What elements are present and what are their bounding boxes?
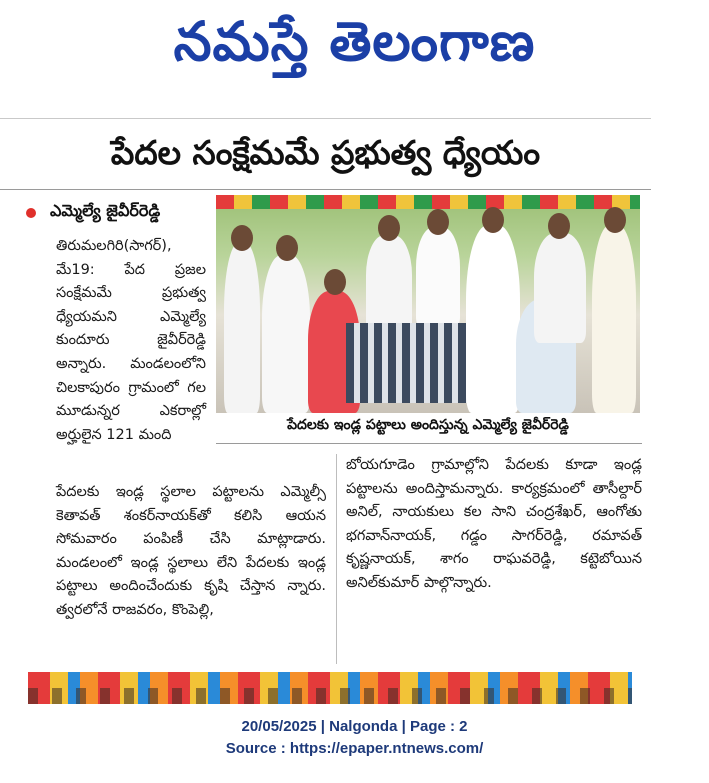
article-column-3: బోయగూడెం గ్రామాల్లోని పేదలకు కూడా ఇండ్ల పట్టాలను అందిస్తామన్నారు. కార్యక్రమంలో తాసీల్దార్ అనిల్, నాయకులు కల సాని చంద్రశేఖర్, ఆంగోతు భగవాన్‌నాయక్, గడ్డం సాగర్‌రెడ్డి, రమావత్ కృష్ణనాయక్, శాగం రాఘవరెడ్డి, కట్టెబోయిన అనిల్‌కుమార్ పాల్గొన్నారు. — [346, 457, 642, 591]
newspaper-masthead — [0, 0, 709, 96]
column-separator — [336, 454, 337, 664]
red-bullet-icon — [26, 208, 36, 218]
headline-divider — [0, 189, 651, 190]
byline-text: ఎమ్మెల్యే జైవీర్‌రెడ్డి — [50, 201, 161, 220]
masthead-title: నమస్తే తెలంగాణ — [173, 9, 536, 73]
caption-divider — [216, 443, 642, 444]
tent-canopy — [216, 195, 640, 209]
epaper-footer — [0, 716, 709, 760]
photo-caption: పేదలకు ఇండ్ల పట్టాలు అందిస్తున్న ఎమ్మెల్యే జైవీర్‌రెడ్డి — [287, 417, 569, 433]
news-clipping — [0, 118, 651, 659]
article-photo — [216, 195, 640, 413]
article-column-1: తిరుమలగిరి(సాగర్), మే19: పేద ప్రజల సంక్షేమమే ప్రభుత్వ ధ్యేయమని ఎమ్మెల్యే కుందూరు జైవీర్‌రెడ్డి అన్నారు. మండలంలోని చిలకాపురం గ్రామంలో గల మూడున్నర ఎకరాల్లో అర్హులైన 121 మంది — [56, 238, 206, 443]
footer-source-link[interactable]: Source : https://epaper.ntnews.com/ — [225, 740, 484, 757]
adjacent-ad-image — [28, 672, 632, 704]
article-byline — [26, 201, 160, 224]
article-column-2: పేదలకు ఇండ్ల స్థలాల పట్టాలను ఎమ్మెల్సీ కెతావత్ శంకర్‌నాయక్‌తో కలిసి ఆయన సోమవారం పంపిణీ చేసి మాట్లాడారు. మండలంలో ఇండ్ల స్థలాలు లేని పేదలకు ఇండ్ల పట్టాలు అందించేందుకు కృషి చేస్తాన న్నారు. త్వరలోనే రాజవరం, కొంపెల్లి, — [56, 484, 326, 618]
article-headline: పేదల సంక్షేమమే ప్రభుత్వ ధ్యేయం — [110, 133, 541, 172]
footer-date-edition: 20/05/2025 | Nalgonda | Page : 2 — [241, 718, 468, 735]
